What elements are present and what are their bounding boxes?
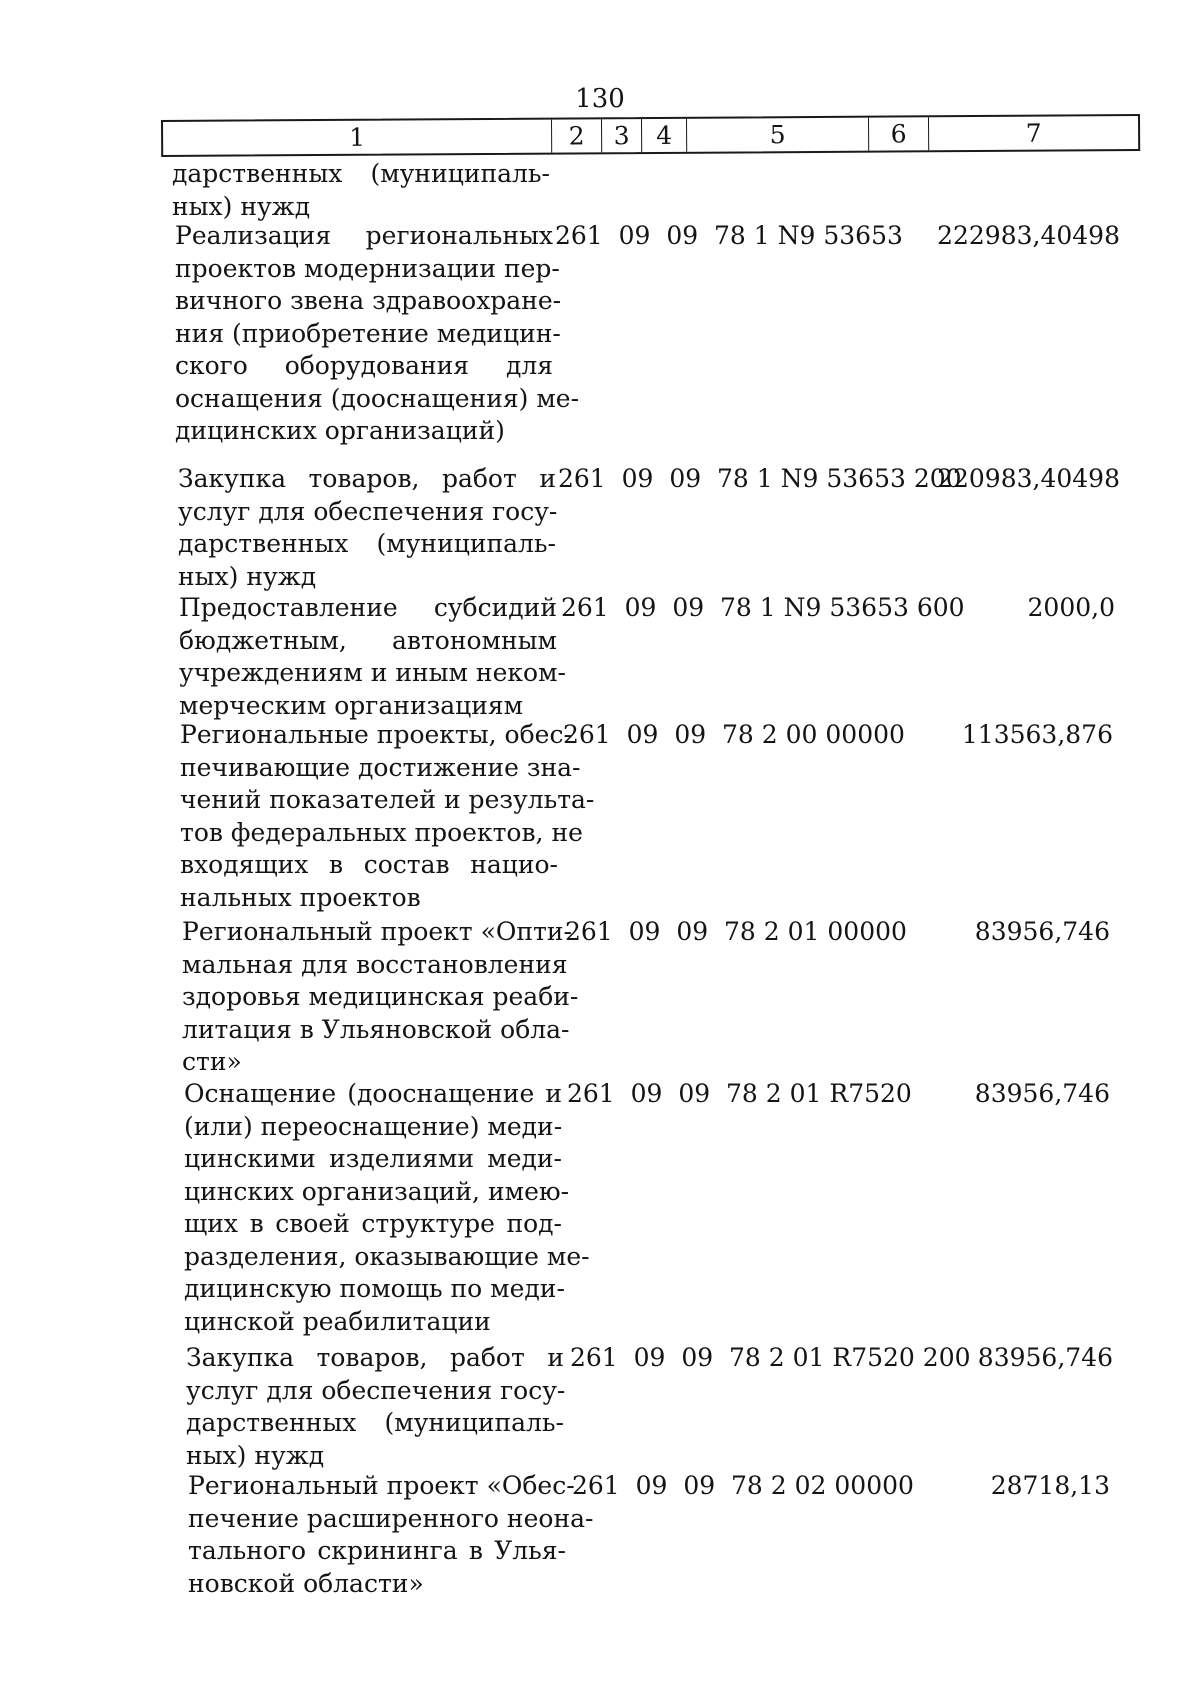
description-line: цинских организаций, имею- bbox=[184, 1176, 570, 1206]
row-description bbox=[188, 1470, 594, 1600]
description-line: ных) нужд bbox=[172, 191, 311, 221]
amount-value: 83956,746 bbox=[977, 1343, 1113, 1372]
amount-value: 2000,0 bbox=[1027, 593, 1115, 622]
column-header-3: 3 bbox=[602, 119, 642, 152]
description-line: нальных проектов bbox=[180, 882, 421, 912]
description-line: литация в Ульяновской обла- bbox=[182, 1014, 570, 1044]
description-line: мерческим организациям bbox=[179, 690, 524, 720]
description-line: дарственных (муниципаль- bbox=[178, 529, 556, 558]
column-header-1: 1 bbox=[163, 120, 552, 155]
description-line: Реализация региональных bbox=[175, 221, 553, 250]
description-line: дицинских организаций) bbox=[175, 416, 505, 445]
description-line: услуг для обеспечения госу- bbox=[178, 496, 558, 526]
description-line: Региональный проект «Опти- bbox=[182, 917, 572, 946]
row-description bbox=[172, 158, 550, 223]
row-description bbox=[180, 719, 595, 914]
amount-value: 83956,746 bbox=[974, 1079, 1110, 1108]
budget-classification-codes: 261 09 09 78 2 00 00000 bbox=[563, 720, 905, 749]
amount-value: 83956,746 bbox=[974, 917, 1110, 946]
description-line: ния (приобретение медицин- bbox=[175, 318, 561, 348]
description-line: ных) нужд bbox=[178, 561, 317, 591]
description-line: Предоставление субсидий bbox=[179, 593, 557, 622]
description-line: тального скрининга в Улья- bbox=[188, 1536, 566, 1565]
description-line: ского оборудования для bbox=[175, 351, 553, 380]
description-line: бюджетным, автономным bbox=[179, 625, 557, 655]
description-line: щих в своей структуре под- bbox=[184, 1209, 562, 1238]
description-line: печивающие достижение зна- bbox=[180, 752, 581, 782]
description-line: тов федеральных проектов, не bbox=[180, 817, 583, 847]
budget-classification-codes: 261 09 09 78 2 01 R7520 200 bbox=[570, 1343, 971, 1372]
table-column-header bbox=[161, 114, 1140, 157]
description-line: чений показателей и результа- bbox=[180, 785, 595, 814]
column-header-6: 6 bbox=[869, 117, 929, 150]
amount-value: 222983,40498 bbox=[937, 221, 1120, 250]
description-line: ных) нужд bbox=[186, 1440, 325, 1470]
budget-classification-codes: 261 09 09 78 1 N9 53653 200 bbox=[558, 464, 962, 493]
description-line: разделения, оказывающие ме- bbox=[184, 1241, 590, 1271]
description-line: оснащения (дооснащения) ме- bbox=[175, 383, 580, 413]
description-line: мальная для восстановления bbox=[182, 949, 568, 979]
description-line: цинскими изделиями меди- bbox=[184, 1144, 562, 1173]
column-header-7: 7 bbox=[1025, 118, 1042, 148]
page-number: 130 bbox=[575, 84, 625, 114]
description-line: цинской реабилитации bbox=[184, 1306, 491, 1336]
row-description bbox=[178, 463, 556, 593]
description-line: здоровья медицинская реаби- bbox=[182, 982, 579, 1011]
row-description bbox=[184, 1078, 590, 1338]
description-line: дарственных (муниципаль- bbox=[186, 1408, 564, 1437]
row-description bbox=[182, 916, 579, 1079]
description-line: новской области» bbox=[188, 1568, 424, 1598]
row-description bbox=[179, 592, 566, 722]
description-line: Закупка товаров, работ и bbox=[178, 464, 556, 493]
description-line: Оснащение (дооснащение и bbox=[184, 1079, 562, 1108]
description-line: Региональный проект «Обес- bbox=[188, 1471, 575, 1500]
budget-classification-codes: 261 09 09 78 2 01 R7520 bbox=[567, 1079, 912, 1108]
column-header-4: 4 bbox=[642, 119, 687, 152]
row-description bbox=[175, 220, 580, 448]
description-line: Региональные проекты, обес- bbox=[180, 720, 572, 749]
description-line: сти» bbox=[182, 1047, 242, 1076]
amount-value: 220983,40498 bbox=[937, 464, 1120, 493]
column-header-5: 5 bbox=[687, 118, 869, 152]
budget-classification-codes: 261 09 09 78 2 02 00000 bbox=[572, 1471, 914, 1500]
description-line: услуг для обеспечения госу- bbox=[186, 1375, 566, 1405]
budget-classification-codes: 261 09 09 78 2 01 00000 bbox=[565, 917, 907, 946]
amount-value: 113563,876 bbox=[961, 720, 1113, 749]
description-line: входящих в состав нацио- bbox=[180, 850, 558, 879]
budget-classification-codes: 261 09 09 78 1 N9 53653 bbox=[555, 221, 903, 250]
amount-value: 28718,13 bbox=[990, 1471, 1110, 1500]
description-line: дицинскую помощь по меди- bbox=[184, 1274, 565, 1303]
row-description bbox=[186, 1342, 564, 1472]
description-line: (или) переоснащение) меди- bbox=[184, 1111, 563, 1141]
description-line: Закупка товаров, работ и bbox=[186, 1343, 564, 1372]
description-line: вичного звена здравоохране- bbox=[175, 286, 562, 315]
description-line: учреждениям и иным неком- bbox=[179, 658, 566, 687]
description-line: печение расширенного неона- bbox=[188, 1503, 594, 1533]
column-header-2: 2 bbox=[552, 119, 602, 152]
budget-classification-codes: 261 09 09 78 1 N9 53653 600 bbox=[561, 593, 965, 622]
description-line: дарственных (муниципаль- bbox=[172, 159, 550, 188]
description-line: проектов модернизации пер- bbox=[175, 253, 560, 283]
